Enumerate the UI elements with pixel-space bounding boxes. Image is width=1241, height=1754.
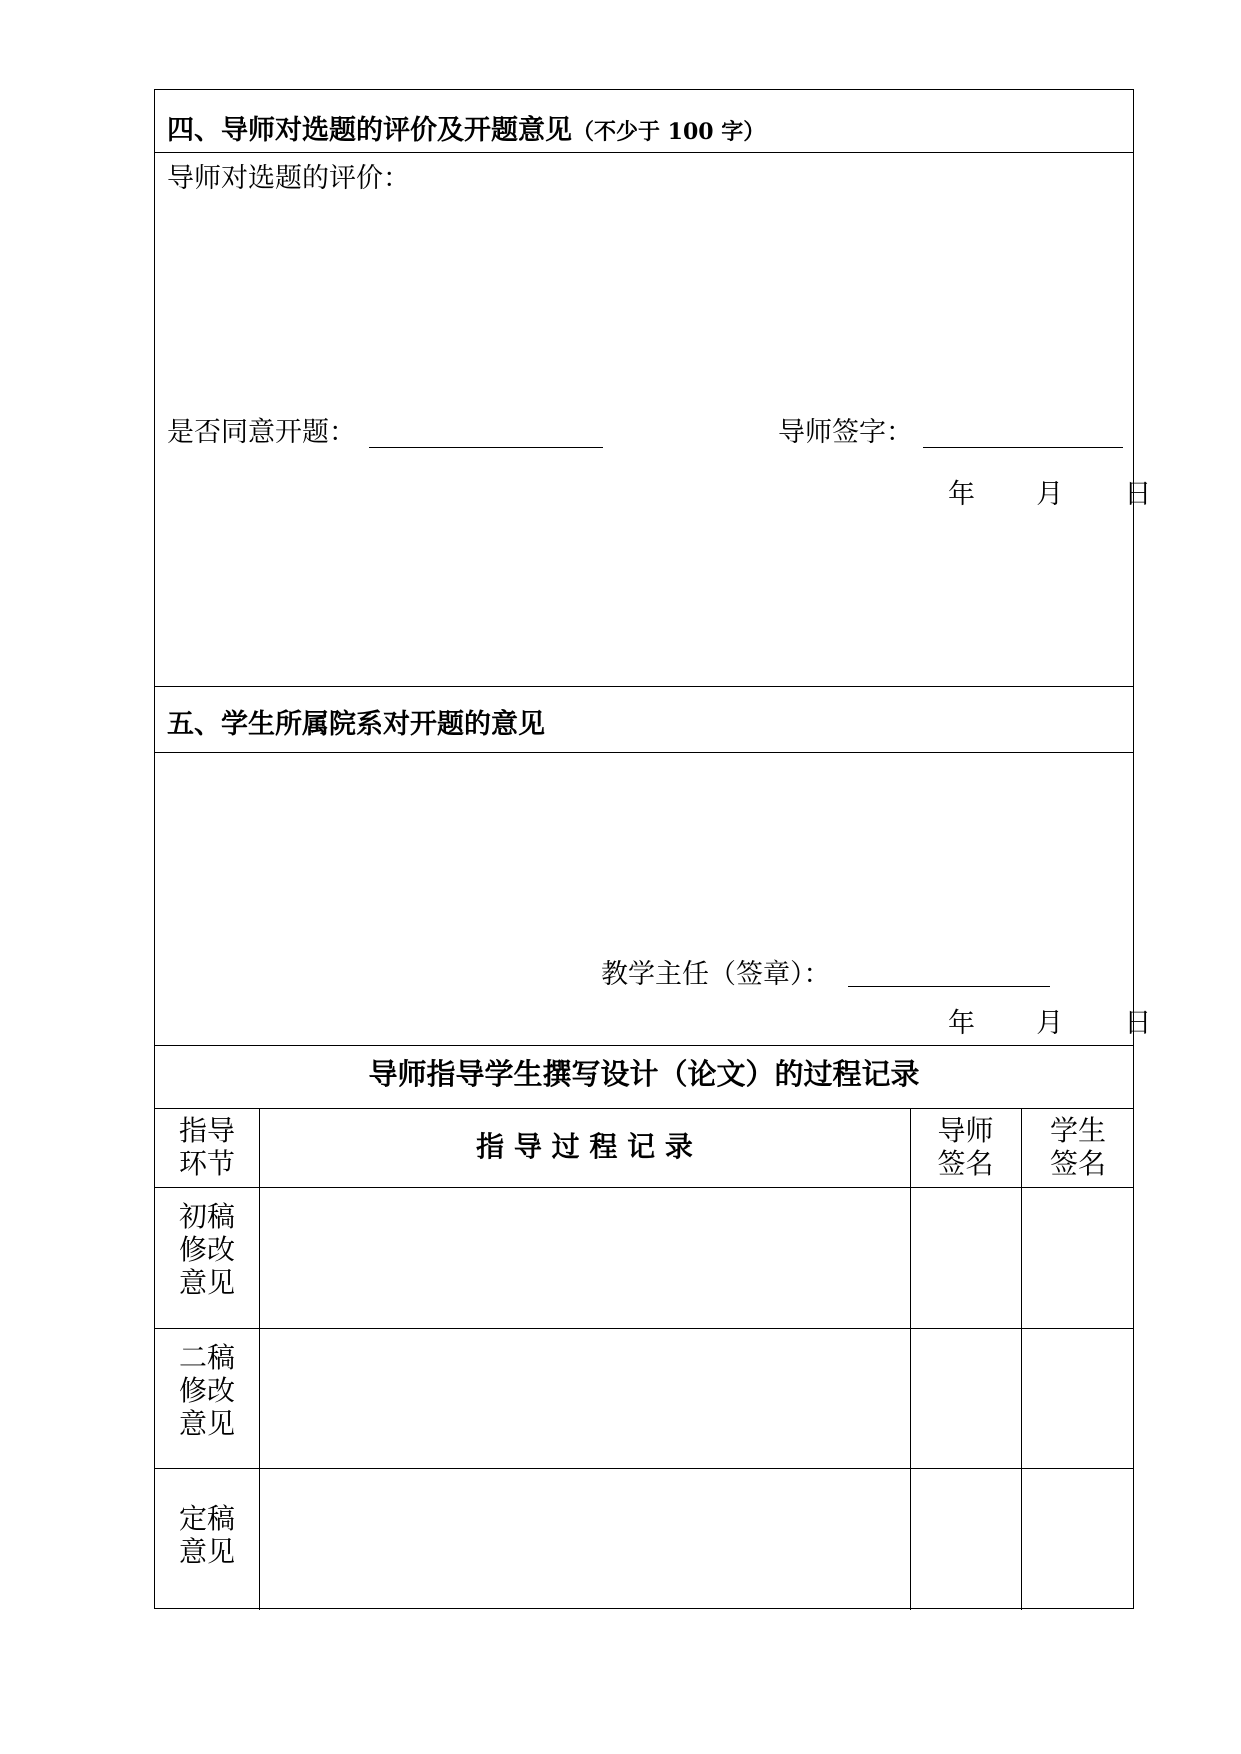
student-sign-cell[interactable] [1021, 1468, 1135, 1608]
director-sign-field[interactable] [848, 986, 1050, 987]
section4-date [948, 481, 1151, 508]
row-stage-label: 定稿 意见 [178, 1502, 235, 1568]
month-label: 月 [1036, 479, 1064, 510]
day-label: 日 [1124, 479, 1152, 510]
year-label: 年 [948, 1008, 975, 1039]
divider [155, 1045, 1133, 1046]
advisor-sign-cell[interactable] [910, 1187, 1021, 1328]
student-sign-cell[interactable] [1021, 1328, 1135, 1468]
row-stage-label: 初稿 修改 意见 [178, 1200, 235, 1299]
section5-date [948, 1010, 1151, 1037]
year-label: 年 [948, 479, 975, 510]
day-label: 日 [1124, 1008, 1152, 1039]
header-student-sign: 学生 签名 [1049, 1114, 1106, 1180]
record-title: 导师指导学生撰写设计（论文）的过程记录 [368, 1057, 920, 1091]
record-cell[interactable] [259, 1328, 910, 1468]
header-advisor-sign: 导师 签名 [937, 1114, 994, 1180]
advisor-sign-cell[interactable] [910, 1328, 1021, 1468]
advisor-sign-field[interactable] [923, 447, 1123, 448]
divider [155, 686, 1133, 687]
month-label: 月 [1036, 1008, 1064, 1039]
section5-title: 五、学生所属院系对开题的意见 [167, 709, 545, 740]
header-record: 指 导 过 程 记 录 [476, 1130, 693, 1163]
advisor-sign-cell[interactable] [910, 1468, 1021, 1608]
student-sign-cell[interactable] [1021, 1187, 1135, 1328]
agree-label: 是否同意开题： [167, 417, 356, 448]
advisor-sign-label: 导师签字： [778, 417, 913, 448]
divider [155, 752, 1133, 753]
agree-field[interactable] [369, 447, 603, 448]
divider [155, 152, 1133, 153]
row-stage-label: 二稿 修改 意见 [178, 1341, 235, 1440]
divider [155, 1108, 1133, 1109]
record-cell[interactable] [259, 1468, 910, 1608]
director-sign-label: 教学主任（签章）： [601, 959, 831, 990]
section4-title: 四、导师对选题的评价及开题意见（不少于 100 字） [167, 115, 766, 146]
header-stage: 指导 环节 [178, 1114, 235, 1180]
evaluation-label: 导师对选题的评价： [167, 163, 410, 194]
section4-title-note: （不少于 100 字） [572, 119, 766, 145]
record-cell[interactable] [259, 1187, 910, 1328]
proposal-form [154, 89, 1152, 1609]
